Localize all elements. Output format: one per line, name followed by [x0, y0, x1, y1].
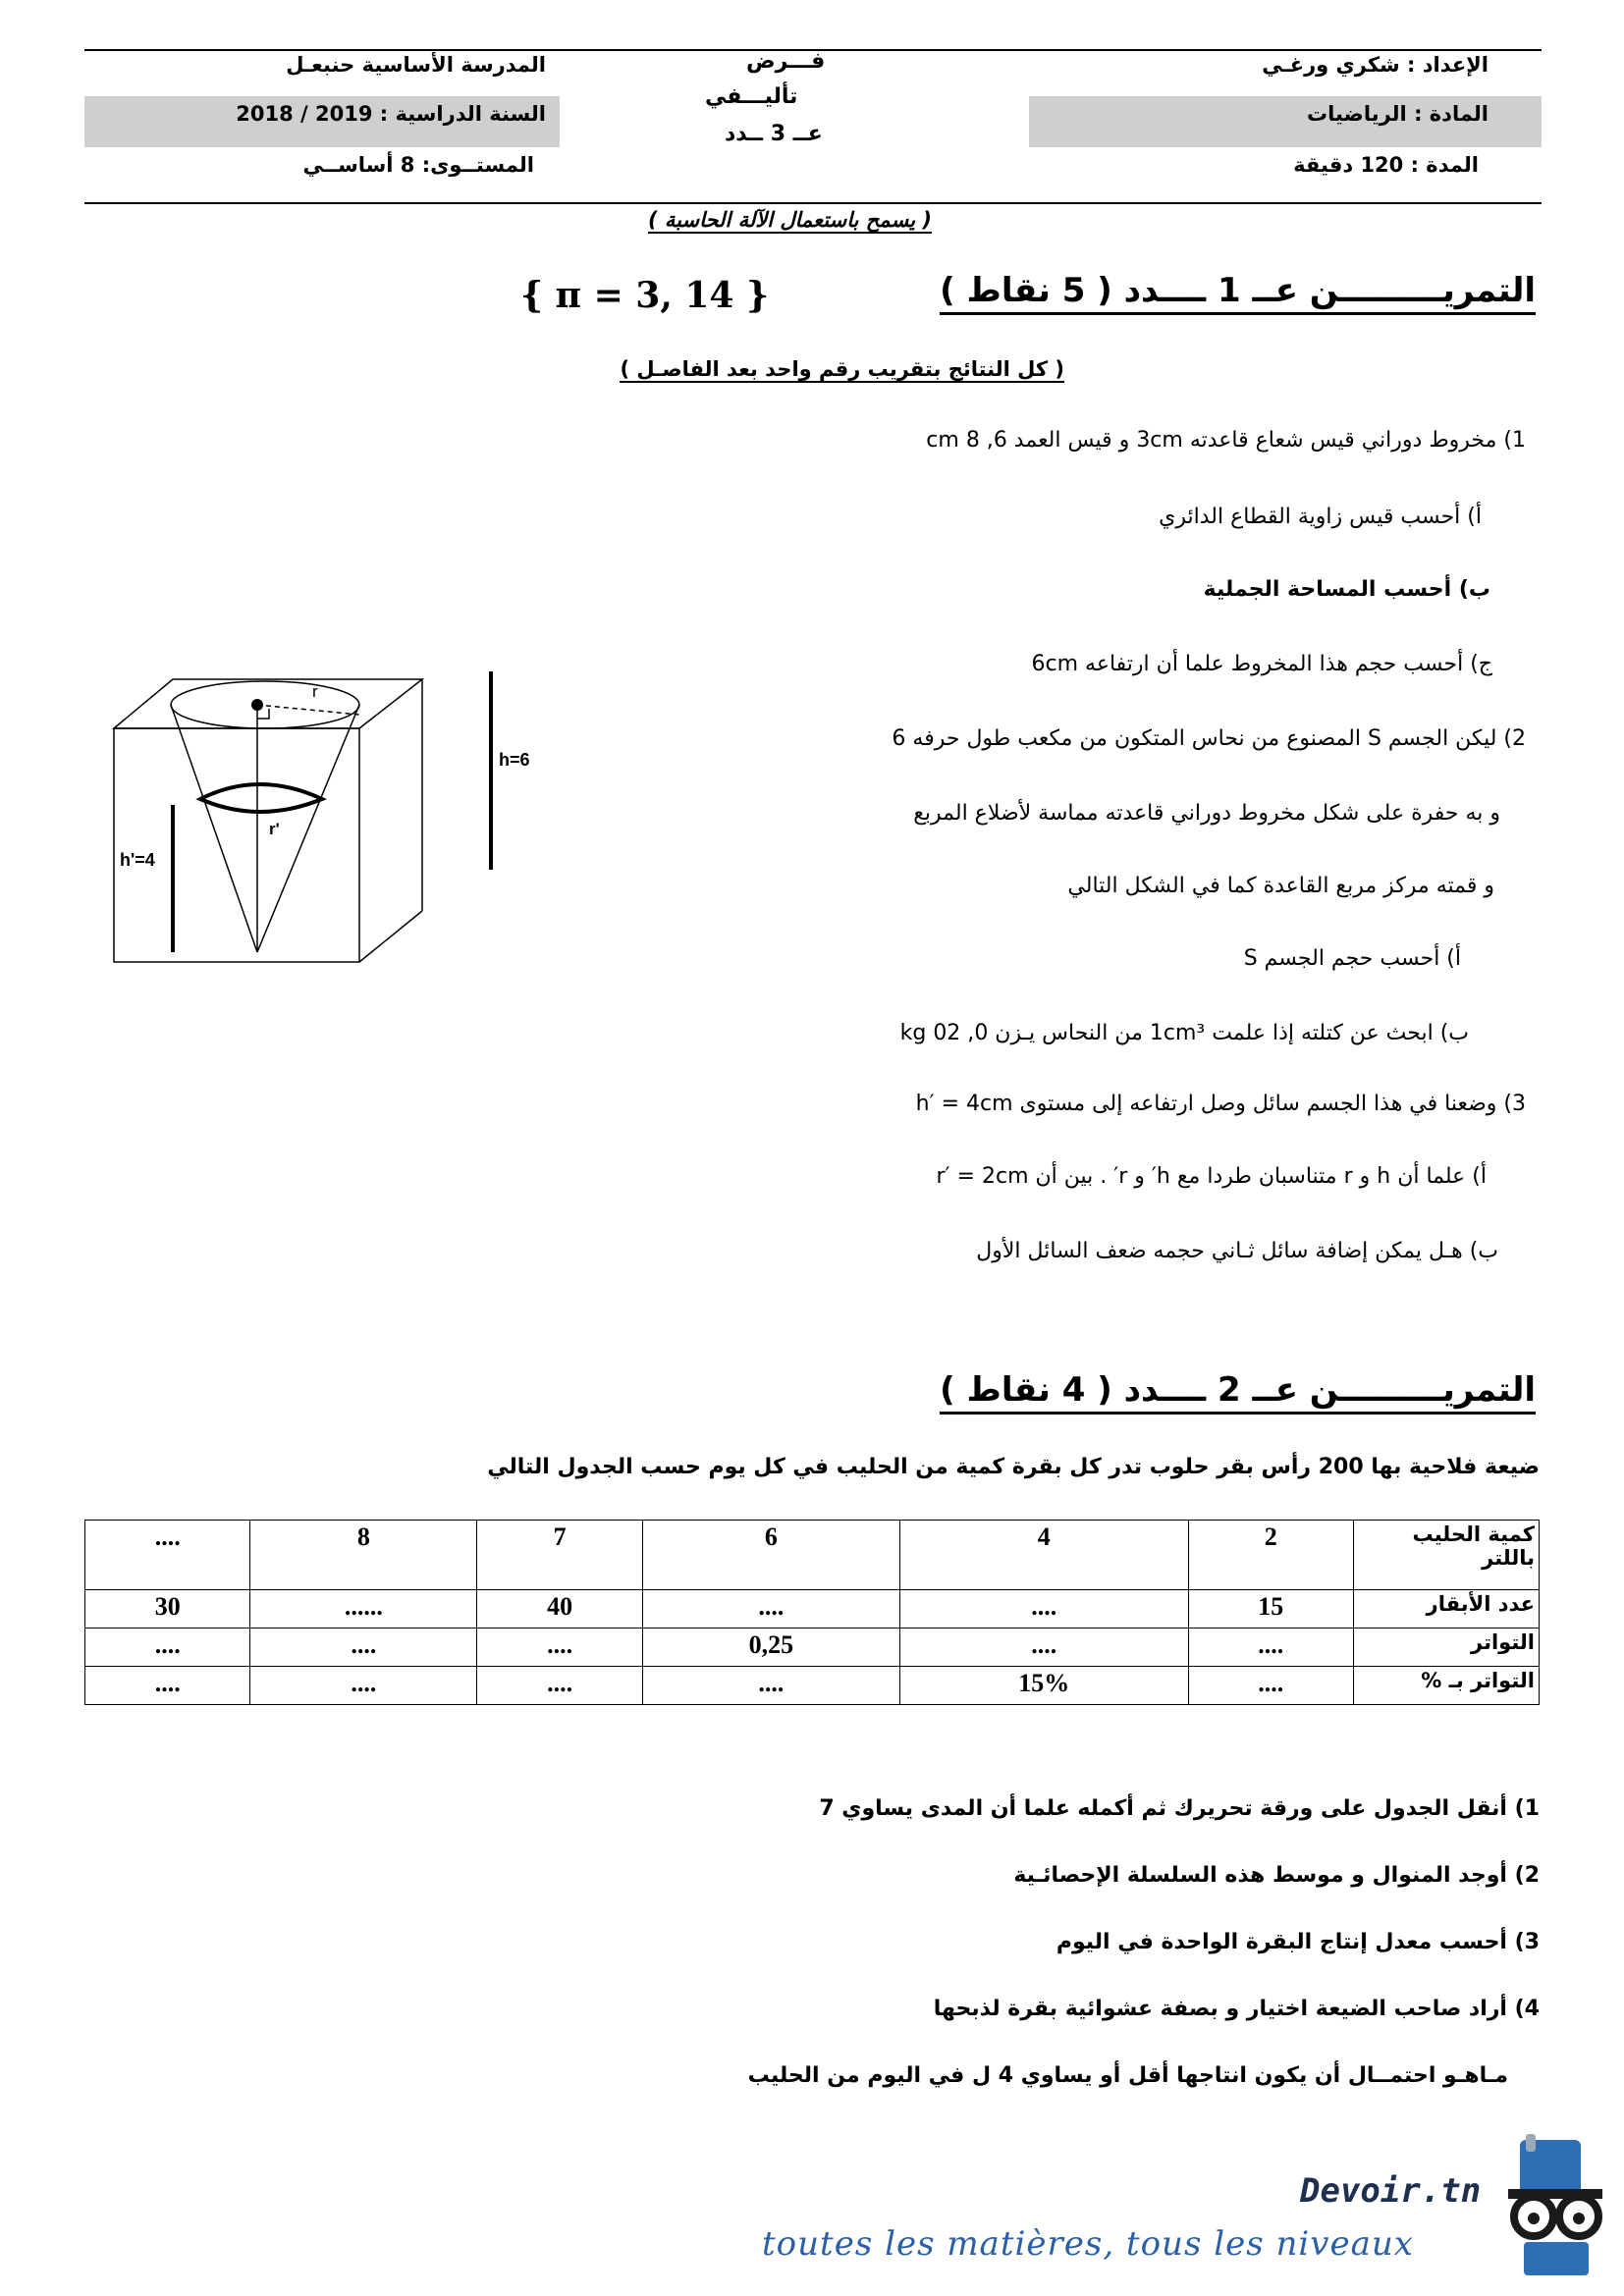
- row-header: عدد الأبقار: [1354, 1590, 1540, 1629]
- table-cell: 2: [1188, 1521, 1353, 1590]
- table-cell: ....: [477, 1667, 642, 1705]
- row-header: التواتر: [1354, 1629, 1540, 1667]
- ex2-q4-line2: مـاهـو احتمــال أن يكون انتاجها أقل أو يساوي 4 ل في اليوم من الحليب: [747, 2063, 1508, 2088]
- table-cell: ....: [477, 1629, 642, 1667]
- ex2-intro: ضيعة فلاحية بها 200 رأس بقر حلوب تدر كل بقرة كمية من الحليب في كل يوم حسب الجدول التالي: [487, 1455, 1540, 1479]
- table-cell: ....: [85, 1521, 250, 1590]
- exam-title-line-2: تأليـــفي: [705, 84, 798, 109]
- table-cell: ......: [250, 1590, 477, 1629]
- table-cell: 7: [477, 1521, 642, 1590]
- ex1-q2-line2: و به حفرة على شكل مخروط دوراني قاعدته مماسة لأضلاع المربع: [913, 801, 1500, 826]
- exam-title-line-3: عــ 3 ــدد: [725, 122, 823, 146]
- footer-brand: Devoir.tn: [1300, 2171, 1482, 2211]
- label-h: h=6: [499, 750, 530, 770]
- table-cell: ....: [250, 1629, 477, 1667]
- table-cell: ....: [642, 1590, 899, 1629]
- table-cell: 4: [900, 1521, 1189, 1590]
- ex2-q1: 1) أنقل الجدول على ورقة تحريرك ثم أكمله علما أن المدى يساوي 7: [819, 1796, 1540, 1821]
- cone-base-ellipse: [171, 681, 359, 728]
- table-cell: ....: [1188, 1629, 1353, 1667]
- table-cell: ....: [900, 1629, 1189, 1667]
- duration: المدة : 120 دقيقة: [1293, 153, 1479, 177]
- cone-left-side: [171, 705, 257, 952]
- table-cell: 6: [642, 1521, 899, 1590]
- table-cell: ....: [85, 1667, 250, 1705]
- label-h-prime: h'=4: [120, 850, 155, 870]
- row-header: كمية الحليب باللتر: [1354, 1521, 1540, 1590]
- exam-title-line-1: فـــرض: [746, 49, 826, 74]
- table-cell: ....: [642, 1667, 899, 1705]
- rounding-note: ( كل النتائج بتقريب رقم واحد بعد الفاصـل ): [620, 357, 1064, 381]
- school-year: السنة الدراسية : 2019 / 2018: [236, 102, 546, 126]
- table-cell: ....: [900, 1590, 1189, 1629]
- ex1-q2b: ب) ابحث عن كتلته إذا علمت 1cm³ من النحاس يـزن 0, 02 kg: [899, 1021, 1469, 1045]
- subject: المادة : الرياضيات: [1306, 102, 1489, 126]
- table-cell: 0,25: [642, 1629, 899, 1667]
- cube-cone-figure: [108, 667, 560, 972]
- footer-slogan: toutes les matières, tous les niveaux: [762, 2224, 1414, 2264]
- ex1-q3: 3) وضعنا في هذا الجسم سائل وصل ارتفاعه إلى مستوى h′ = 4cm: [915, 1092, 1526, 1116]
- cube-right-edge-bottom: [359, 911, 422, 962]
- cube-front-face: [114, 728, 359, 962]
- author: الإعداد : شكري ورغـي: [1262, 53, 1489, 77]
- cube-top-face: [114, 679, 422, 728]
- pi-note: { π = 3, 14 }: [520, 275, 770, 316]
- ex1-q1: 1) مخروط دوراني قيس شعاع قاعدته 3cm و قيس العمد 6, 8 cm: [926, 428, 1526, 453]
- table-cell: 15: [1188, 1590, 1353, 1629]
- table-cell: ....: [250, 1667, 477, 1705]
- milk-frequency-table: [84, 1520, 1540, 1705]
- ex2-q3: 3) أحسب معدل إنتاج البقرة الواحدة في اليوم: [1056, 1930, 1540, 1954]
- radius-line: [257, 705, 359, 715]
- ex1-q3a: أ) علما أن h و r متناسبان طردا مع h′ و r′ . بين أن r′ = 2cm: [936, 1164, 1487, 1189]
- ex1-q2: 2) ليكن الجسم S المصنوع من نحاس المتكون من مكعب طول حرفه 6: [892, 726, 1526, 751]
- ex1-q3b: ب) هـل يمكن إضافة سائل ثـاني حجمه ضعف السائل الأول: [976, 1239, 1498, 1263]
- calculator-note: ( يسمح باستعمال الآلة الحاسبة ): [648, 208, 932, 232]
- table-row: [85, 1590, 1540, 1629]
- school-name: المدرسة الأساسية حنبعـل: [286, 53, 546, 77]
- label-r: r: [312, 682, 318, 701]
- table-cell: ....: [1188, 1667, 1353, 1705]
- exercise-1-title: التمريـــــــــن عــ 1 ــــدد ( 5 نقاط ): [940, 271, 1536, 315]
- table-cell: 30: [85, 1590, 250, 1629]
- ex2-q2: 2) أوجد المنوال و موسط هذه السلسلة الإحصائـية: [1013, 1863, 1540, 1888]
- label-r-prime: r': [269, 820, 280, 838]
- liquid-surface: [200, 784, 322, 812]
- table-row: [85, 1521, 1540, 1590]
- table-cell: 8: [250, 1521, 477, 1590]
- row-header: التواتر بـ %: [1354, 1667, 1540, 1705]
- ex2-q4: 4) أراد صاحب الضيعة اختيار و بصفة عشوائية بقرة لذبحها: [933, 1997, 1540, 2021]
- ex1-q2a: أ) أحسب حجم الجسم S: [1243, 946, 1461, 971]
- table-cell: 15%: [900, 1667, 1189, 1705]
- header-bottom-rule: [84, 202, 1542, 204]
- ex1-q2-line3: و قمته مركز مربع القاعدة كما في الشكل التالي: [1067, 874, 1494, 898]
- table-cell: 40: [477, 1590, 642, 1629]
- ex1-q1c: ج) أحسب حجم هذا المخروط علما أن ارتفاعه 6cm: [1031, 652, 1492, 676]
- ex1-q1b: ب) أحسب المساحة الجملية: [1203, 577, 1490, 602]
- exercise-2-title: التمريـــــــــن عــ 2 ــــدد ( 4 نقاط ): [940, 1370, 1536, 1415]
- table-row: [85, 1667, 1540, 1705]
- apex-center-dot: [251, 699, 263, 711]
- table-row: [85, 1629, 1540, 1667]
- glasses-logo-icon: [1500, 2134, 1608, 2281]
- table-cell: ....: [85, 1629, 250, 1667]
- student-level: المستــوى: 8 أساســي: [302, 153, 534, 177]
- ex1-q1a: أ) أحسب قيس زاوية القطاع الدائري: [1159, 505, 1482, 529]
